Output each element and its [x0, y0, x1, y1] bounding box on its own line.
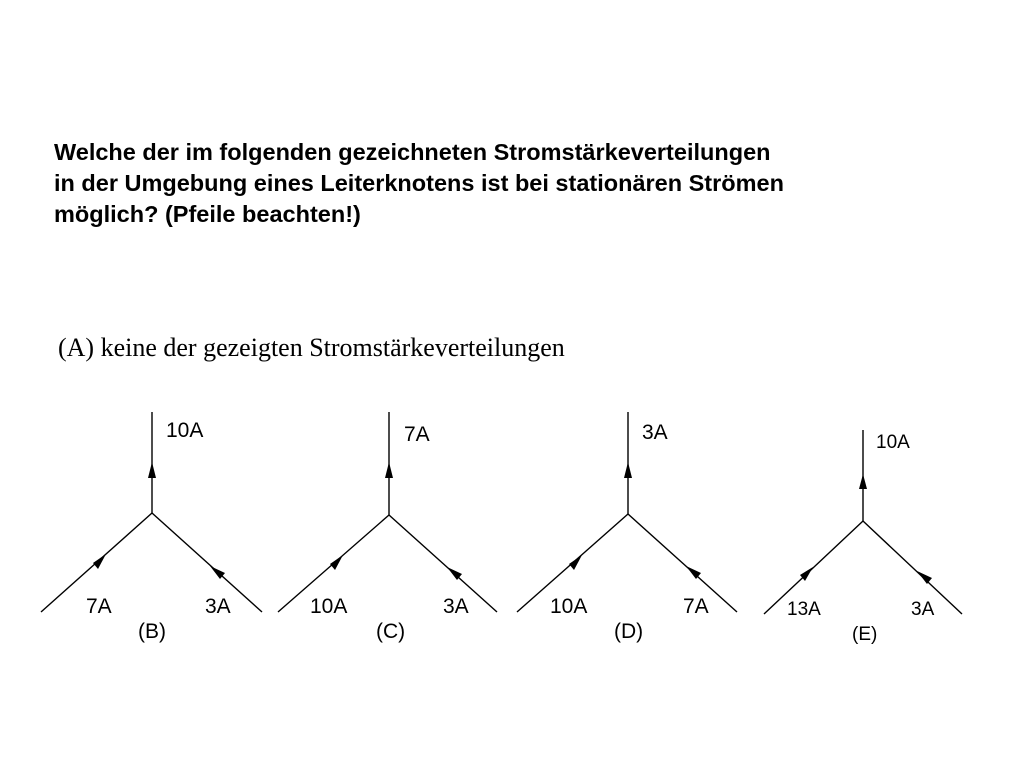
- left-current-label: 10A: [550, 595, 588, 618]
- right-arrow-icon: [917, 571, 932, 584]
- top-current-label: 10A: [876, 432, 910, 453]
- diagram-label: (C): [376, 620, 406, 643]
- left-current-label: 13A: [787, 599, 821, 620]
- question-line-2: in der Umgebung eines Leiterknotens ist bei stationären Strömen: [54, 170, 784, 196]
- diagram-label: (D): [614, 620, 644, 643]
- question-line-1: Welche der im folgenden gezeichneten Stromstärkeverteilungen: [54, 139, 771, 165]
- right-current-label: 3A: [205, 595, 231, 618]
- top-current-label: 7A: [404, 423, 430, 446]
- top-current-label: 3A: [642, 421, 668, 444]
- node-diagram-c: [278, 412, 497, 643]
- left-arrow-icon: [569, 555, 582, 570]
- top-arrow-icon: [859, 474, 867, 489]
- top-arrow-icon: [385, 462, 393, 478]
- right-current-label: 3A: [443, 595, 469, 618]
- left-arrow-icon: [330, 555, 343, 570]
- left-current-label: 10A: [310, 595, 348, 618]
- question-line-3: möglich? (Pfeile beachten!): [54, 201, 361, 227]
- right-current-label: 7A: [683, 595, 709, 618]
- node-diagram-d: [517, 412, 737, 643]
- node-diagram-b: [41, 412, 262, 643]
- right-current-label: 3A: [911, 599, 935, 620]
- top-current-label: 10A: [166, 419, 204, 442]
- top-arrow-icon: [148, 462, 156, 478]
- diagram-label: (B): [138, 620, 166, 643]
- node-diagram-e: [764, 430, 962, 645]
- left-current-label: 7A: [86, 595, 112, 618]
- diagram-label: (E): [852, 624, 878, 645]
- top-arrow-icon: [624, 462, 632, 478]
- answer-option-a: (A) keine der gezeigten Stromstärkeverteilungen: [58, 333, 565, 362]
- left-arrow-icon: [93, 554, 106, 569]
